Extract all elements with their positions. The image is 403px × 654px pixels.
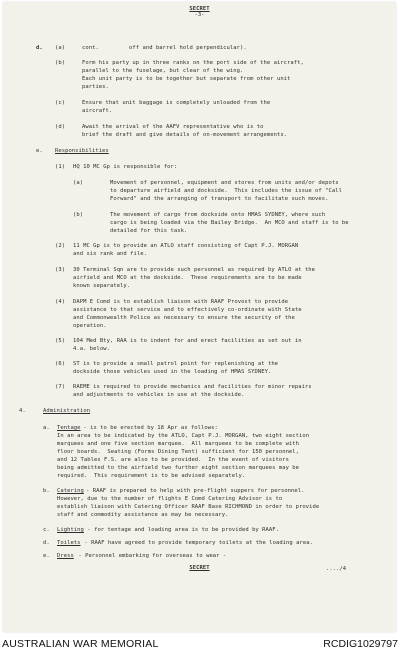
resp-1-text: HQ 10 MC Gp is responsible for: bbox=[73, 164, 178, 170]
admin-b-line-4: staff and commodity assistance as may be necessary. bbox=[57, 512, 229, 518]
admin-b-title: Catering bbox=[57, 488, 84, 494]
resp-6-label: (6) bbox=[55, 361, 66, 367]
resp-1a-line-1: Movement of personnel, equipment and stores from units and/or depots bbox=[110, 180, 339, 186]
resp-1b-line-1: The movement of cargo from dockside onto HMAS SYDNEY, where such bbox=[110, 212, 326, 218]
section-d-a-label: (a) bbox=[55, 45, 66, 51]
resp-1a-label: (a) bbox=[73, 180, 84, 186]
archive-record-id: RCDIG1029797 bbox=[323, 638, 398, 650]
resp-1b-line-3: detailed for this task. bbox=[110, 228, 188, 234]
section-4-number: 4. bbox=[19, 408, 26, 414]
section-d-c-line-1: Ensure that unit baggage is completely unloaded from the bbox=[82, 100, 271, 106]
resp-5-line-2: 4.a. below. bbox=[73, 346, 110, 352]
admin-e-text: - Personnel embarking for overseas to wear - bbox=[75, 553, 227, 559]
archive-institution: AUSTRALIAN WAR MEMORIAL bbox=[2, 638, 159, 650]
resp-2-line-2: and six rank and file. bbox=[73, 251, 147, 257]
admin-c-text: - for tentage and loading area is to be provided by RAAF. bbox=[84, 527, 279, 533]
section-d-b-line-1: Form his party up in three ranks on the port side of the aircraft, bbox=[82, 60, 304, 66]
section-d-c-label: (c) bbox=[55, 100, 66, 106]
resp-1a-line-2: to departure airfield and dockside. This includes the issue of "Call bbox=[110, 188, 342, 194]
admin-d-text: - RAAF have agreed to provide temporary toilets at the loading area. bbox=[81, 540, 313, 546]
resp-1b-line-2: cargo is being loaded via the Bailey Bridge. An MCO and staff is to be bbox=[110, 220, 349, 226]
footer-continuation: ..../4 bbox=[326, 566, 347, 572]
footer-classification: SECRET bbox=[189, 565, 210, 571]
resp-6-line-2: dockside those vehicles used in the loading of HMAS SYDNEY. bbox=[73, 369, 272, 375]
section-d-number: d. bbox=[36, 45, 43, 51]
section-d-b-line-2: parallel to the fuselage, but clear of the wing. bbox=[82, 68, 244, 74]
header-page-number: -3- bbox=[194, 12, 205, 18]
section-4-heading: Administration bbox=[43, 408, 91, 414]
admin-c-title: Lighting bbox=[57, 527, 84, 533]
section-e-heading: Responsibilities bbox=[55, 148, 109, 154]
admin-b-label: b. bbox=[43, 488, 50, 494]
section-d-a-text: cont. off and barrel hold perpendicular). bbox=[82, 45, 247, 51]
resp-2-label: (2) bbox=[55, 243, 66, 249]
resp-3-line-1: 30 Terminal Sqn are to provide such personnel as required by ATLO at the bbox=[73, 267, 316, 273]
section-d-b-label: (b) bbox=[55, 60, 66, 66]
resp-4-label: (4) bbox=[55, 299, 66, 305]
admin-c-label: c. bbox=[43, 527, 50, 533]
header-classification: SECRET bbox=[189, 6, 210, 12]
section-d-d-line-1: Await the arrival of the AAFV representative who is to bbox=[82, 124, 264, 130]
section-d-d-line-2: brief the draft and give details of on-movement arrangements. bbox=[82, 132, 288, 138]
document-page bbox=[3, 2, 396, 632]
resp-3-label: (3) bbox=[55, 267, 66, 273]
resp-7-line-1: RAEME is required to provide mechanics and facilities for minor repairs bbox=[73, 384, 312, 390]
resp-4-line-2: assistance to that service and to effectively co-ordinate with State bbox=[73, 307, 302, 313]
resp-5-line-1: 104 Med Bty, RAA is to indent for and erect facilities as set out in bbox=[73, 338, 302, 344]
resp-1a-line-3: Forward" and the arranging of transport to facilitate such moves. bbox=[110, 196, 329, 202]
resp-5-label: (5) bbox=[55, 338, 66, 344]
admin-a-line-5: and 12 Tables F.S. are also to be provided. In the event of visitors bbox=[57, 457, 289, 463]
admin-e-title: Dress bbox=[57, 553, 74, 559]
archive-footer bbox=[0, 634, 403, 654]
resp-3-line-3: known separately. bbox=[73, 283, 131, 289]
admin-a-title: Tentage bbox=[57, 425, 81, 431]
admin-b-line-3: establish liaison with Catering Officer RAAF Base RICHMOND in order to provide bbox=[57, 504, 320, 510]
admin-d-title: Toilets bbox=[57, 540, 81, 546]
section-d-b-line-3: Each unit party is to be together but separate from other unit bbox=[82, 76, 291, 82]
admin-a-line-1: - is to be erected by 18 Apr as follows: bbox=[80, 425, 218, 431]
admin-a-label: a. bbox=[43, 425, 50, 431]
resp-6-line-1: ST is to provide a small patrol point for replenishing at the bbox=[73, 361, 279, 367]
admin-d-label: d. bbox=[43, 540, 50, 546]
resp-4-line-4: operation. bbox=[73, 323, 107, 329]
resp-2-line-1: 11 MC Gp is to provide an ATLO staff consisting of Capt P.J. MORGAN bbox=[73, 243, 299, 249]
admin-a-line-7: required. This requirement is to be advised separately. bbox=[57, 473, 246, 479]
resp-4-line-1: DAPM E Comd is to establish liaison with RAAF Provost to provide bbox=[73, 299, 289, 305]
resp-4-line-3: and Commonwealth Police as necessary to ensure the security of the bbox=[73, 315, 295, 321]
admin-a-line-4: floor boards. Seating (Forms Dining Tent) sufficient for 150 personnel, bbox=[57, 449, 300, 455]
resp-7-line-2: and adjustments to vehicles in use at the dockside. bbox=[73, 392, 245, 398]
admin-b-line-2: However, due to the number of flights E Comd Catering Advisor is to bbox=[57, 496, 283, 502]
section-d-b-line-4: parties. bbox=[82, 84, 109, 90]
admin-a-line-3: marquees and one five section marquee. All marquees to be complete with bbox=[57, 441, 300, 447]
admin-b-line-1: - RAAF is prepared to help with pre-flight suppers for personnel. bbox=[86, 488, 305, 494]
admin-a-line-6: being admitted to the airfield two further eight section marquees may be bbox=[57, 465, 300, 471]
admin-e-label: e. bbox=[43, 553, 50, 559]
admin-a-line-2: In an area to be indicated by the ATLO, Capt P.J. MORGAN, two eight section bbox=[57, 433, 310, 439]
resp-1b-label: (b) bbox=[73, 212, 84, 218]
section-d-d-label: (d) bbox=[55, 124, 66, 130]
section-d-c-line-2: aircraft. bbox=[82, 108, 113, 114]
section-e-number: e. bbox=[36, 148, 43, 154]
resp-3-line-2: airfield and MCO at the dockside. These requirements are to be made bbox=[73, 275, 302, 281]
resp-7-label: (7) bbox=[55, 384, 66, 390]
resp-1-label: (1) bbox=[55, 164, 66, 170]
document-body bbox=[3, 2, 396, 632]
